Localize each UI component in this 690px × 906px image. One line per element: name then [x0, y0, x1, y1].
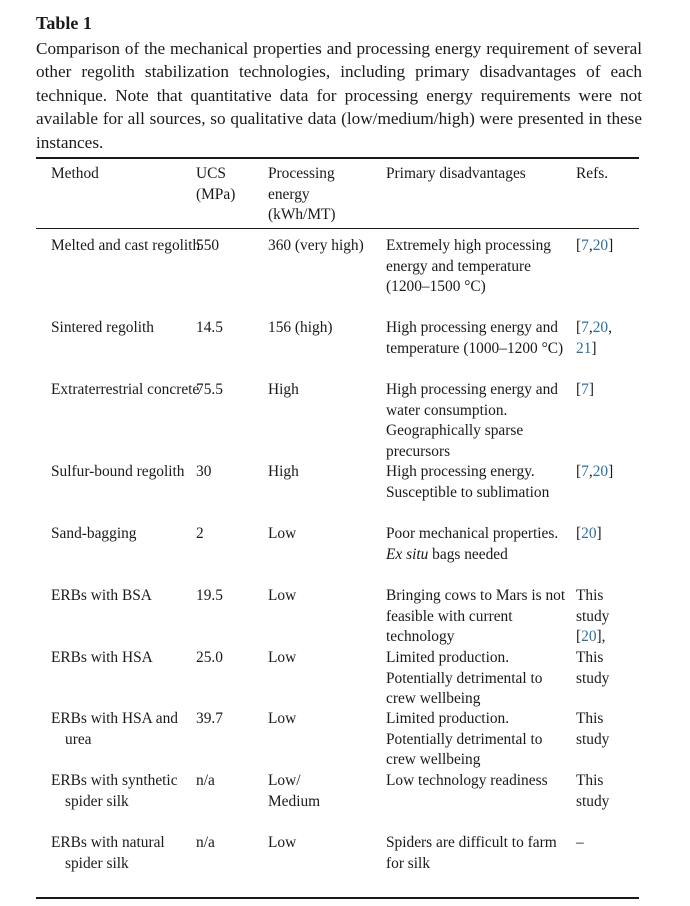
- cell-disadvantages: High processing energy. Susceptible to sublimation: [386, 463, 550, 501]
- cell-refs: [576, 236, 640, 257]
- cell-ucs: 39.7: [196, 710, 223, 727]
- cell-ucs: 30: [196, 463, 212, 480]
- cell-disadvantages: Low technology readiness: [386, 772, 548, 789]
- table-bottom-rule: [36, 897, 639, 899]
- cell-method: Sand-bagging: [51, 525, 137, 542]
- ref-link[interactable]: 20: [581, 525, 597, 542]
- cell-method: ERBs with natural spider silk: [51, 834, 165, 872]
- cell-disadvantages: Extremely high processing energy and temperature (1200–1500 °C): [386, 237, 551, 296]
- cell-refs: [576, 586, 640, 648]
- ref-separator: ,: [588, 463, 593, 480]
- cell-method: Sintered regolith: [51, 319, 155, 336]
- cell-disadvantages: High processing energy and temperature (1000–1200 °C): [386, 319, 564, 357]
- cell-ucs: n/a: [196, 834, 215, 851]
- cell-refs: [576, 380, 640, 401]
- cell-refs: This study: [576, 710, 610, 748]
- ref-link[interactable]: 7: [581, 381, 589, 398]
- cell-refs: [576, 462, 640, 483]
- ref-text: This study: [576, 587, 610, 625]
- ref-link[interactable]: 20: [581, 628, 597, 646]
- header-disadvantages: Primary disadvantages: [386, 165, 526, 182]
- cell-ucs: 2: [196, 525, 204, 542]
- ref-bracket: ]: [608, 463, 614, 480]
- dis-text: Poor mechanical properties.: [386, 525, 559, 542]
- table-header-rule: [36, 228, 639, 229]
- ref-bracket: [: [576, 381, 582, 398]
- ref-bracket: [: [576, 525, 582, 542]
- header-ucs-line2: (MPa): [196, 185, 236, 203]
- ref-bracket: ]: [588, 381, 594, 398]
- ref-link[interactable]: 7: [581, 319, 589, 336]
- cell-disadvantages: Limited production. Potentially detrimental to crew wellbeing: [386, 649, 543, 708]
- cell-refs: This study: [576, 649, 610, 687]
- cell-energy: Low: [268, 649, 297, 666]
- cell-energy: 156 (high): [268, 319, 333, 336]
- cell-method: ERBs with synthetic spider silk: [51, 772, 178, 810]
- cell-ucs: 25.0: [196, 649, 223, 666]
- ref-separator: ,: [588, 319, 593, 336]
- cell-disadvantages: [386, 524, 570, 565]
- ref-link[interactable]: 21: [576, 339, 592, 357]
- cell-refs: –: [576, 834, 584, 851]
- ref-separator: ,: [588, 237, 593, 254]
- cell-method: ERBs with HSA and urea: [51, 710, 178, 748]
- cell-refs: This study: [576, 772, 610, 810]
- table-caption: Comparison of the mechanical properties and processing energy requirement of several other regolith stabilization technologies, including primary disadvantages of each technique. Note that quantitative data for processing energy requirements were not available for all sources, so qualitative data (low/medium/high) were presented in these instances.: [36, 39, 642, 152]
- header-energy-line3: (kWh/MT): [268, 206, 336, 224]
- cell-energy: Low/ Medium: [268, 772, 321, 810]
- cell-refs: [576, 318, 640, 359]
- cell-disadvantages: Limited production. Potentially detrimental to crew wellbeing: [386, 710, 543, 769]
- cell-method: Sulfur-bound regolith: [51, 463, 185, 480]
- ref-bracket: [: [576, 463, 582, 480]
- ref-bracket: [: [576, 628, 582, 646]
- cell-ucs: 550: [196, 237, 220, 254]
- cell-method: ERBs with BSA: [51, 587, 152, 604]
- ref-link[interactable]: 7: [581, 463, 589, 480]
- ref-bracket: ]: [596, 525, 602, 542]
- header-energy: [268, 164, 378, 226]
- cell-energy: High: [268, 381, 299, 398]
- cell-ucs: 19.5: [196, 587, 223, 604]
- table-label: Table 1: [36, 13, 92, 33]
- cell-ucs: 75.5: [196, 381, 223, 398]
- ref-bracket: ]: [608, 237, 614, 254]
- cell-energy: Low: [268, 834, 297, 851]
- cell-disadvantages: High processing energy and water consumption. Geographically sparse precursors: [386, 381, 558, 460]
- ref-link[interactable]: 20: [592, 463, 609, 480]
- ref-separator: ,: [608, 319, 612, 336]
- header-method: Method: [51, 165, 99, 182]
- cell-method: Melted and cast regolith: [51, 237, 201, 254]
- header-energy-line2: energy: [268, 185, 310, 203]
- cell-disadvantages: Spiders are difficult to farm for silk: [386, 834, 557, 872]
- cell-ucs: n/a: [196, 772, 215, 789]
- cell-method: Extraterrestrial concrete: [51, 381, 200, 398]
- ref-link[interactable]: 7: [581, 237, 589, 254]
- ref-bracket: [: [576, 319, 582, 336]
- header-ucs-line1: UCS: [196, 165, 226, 182]
- cell-energy: Low: [268, 710, 297, 727]
- header-refs: Refs.: [576, 165, 609, 182]
- dis-italic-text: Ex situ: [386, 545, 429, 563]
- dis-text: bags needed: [428, 545, 508, 563]
- cell-method: ERBs with HSA: [51, 649, 153, 666]
- ref-bracket: ],: [596, 628, 606, 646]
- cell-refs: [576, 524, 640, 545]
- cell-ucs: 14.5: [196, 319, 223, 336]
- cell-energy: 360 (very high): [268, 237, 364, 254]
- header-ucs: [196, 164, 260, 205]
- cell-energy: Low: [268, 587, 297, 604]
- cell-energy: Low: [268, 525, 297, 542]
- ref-bracket: [: [576, 237, 582, 254]
- header-energy-line1: Processing: [268, 165, 335, 182]
- ref-link[interactable]: 20: [592, 237, 609, 254]
- ref-link[interactable]: 20: [592, 319, 609, 336]
- cell-energy: High: [268, 463, 299, 480]
- cell-disadvantages: Bringing cows to Mars is not feasible with current technology: [386, 587, 566, 646]
- table-top-rule: [36, 157, 639, 159]
- ref-bracket: ]: [591, 339, 597, 357]
